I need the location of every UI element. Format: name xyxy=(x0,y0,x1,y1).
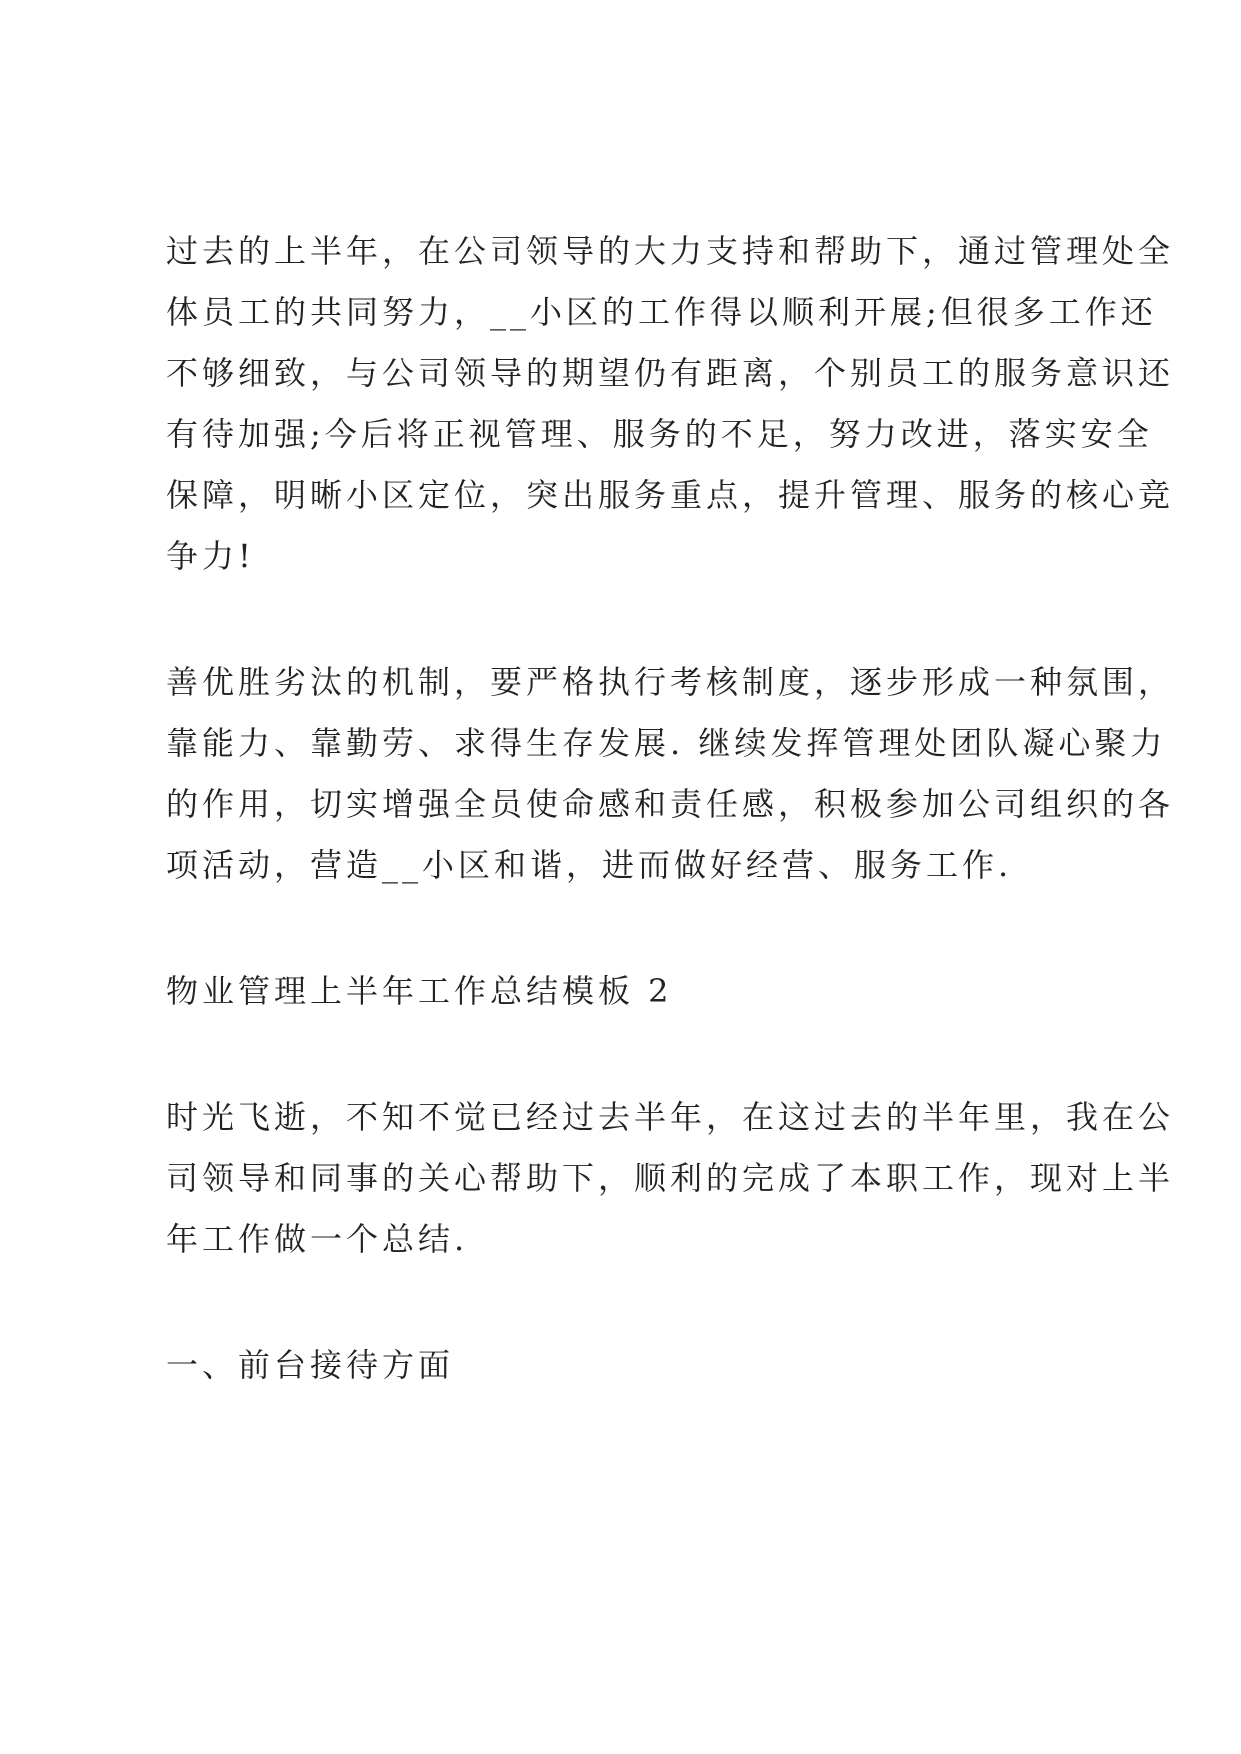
text-line: 项活动，营造__小区和谐，进而做好经营、服务工作. xyxy=(166,846,1013,884)
text-line: 争力! xyxy=(166,537,255,575)
text-line: 时光飞逝，不知不觉已经过去半年，在这过去的半年里，我在公 xyxy=(166,1098,1175,1136)
paragraph-overview xyxy=(166,1087,1175,1270)
text-line: 体员工的共同努力，__小区的工作得以顺利开展;但很多工作还 xyxy=(166,293,1157,331)
document-body xyxy=(166,221,1175,1461)
subsection-heading xyxy=(166,1335,1096,1396)
paragraph-mechanism xyxy=(166,652,1175,896)
text-line: 善优胜劣汰的机制，要严格执行考核制度，逐步形成一种氛围， xyxy=(166,663,1175,701)
section-heading xyxy=(166,961,1096,1022)
text-line: 不够细致，与公司领导的期望仍有距离，个别员工的服务意识还 xyxy=(166,354,1175,392)
text-line: 过去的上半年，在公司领导的大力支持和帮助下，通过管理处全 xyxy=(166,232,1175,270)
text-line: 有待加强;今后将正视管理、服务的不足，努力改进，落实安全 xyxy=(166,415,1153,453)
paragraph-intro-summary xyxy=(166,221,1175,587)
text-line: 的作用，切实增强全员使命感和责任感，积极参加公司组织的各 xyxy=(166,785,1175,823)
text-line: 司领导和同事的关心帮助下，顺利的完成了本职工作，现对上半 xyxy=(166,1159,1175,1197)
text-line: 保障，明晰小区定位，突出服务重点，提升管理、服务的核心竞 xyxy=(166,476,1175,514)
text-line: 年工作做一个总结. xyxy=(166,1220,469,1258)
text-line: 靠能力、靠勤劳、求得生存发展. 继续发挥管理处团队凝心聚力 xyxy=(166,724,1167,762)
heading-text: 一、前台接待方面 xyxy=(166,1346,455,1384)
heading-text: 物业管理上半年工作总结模板 2 xyxy=(166,972,673,1010)
